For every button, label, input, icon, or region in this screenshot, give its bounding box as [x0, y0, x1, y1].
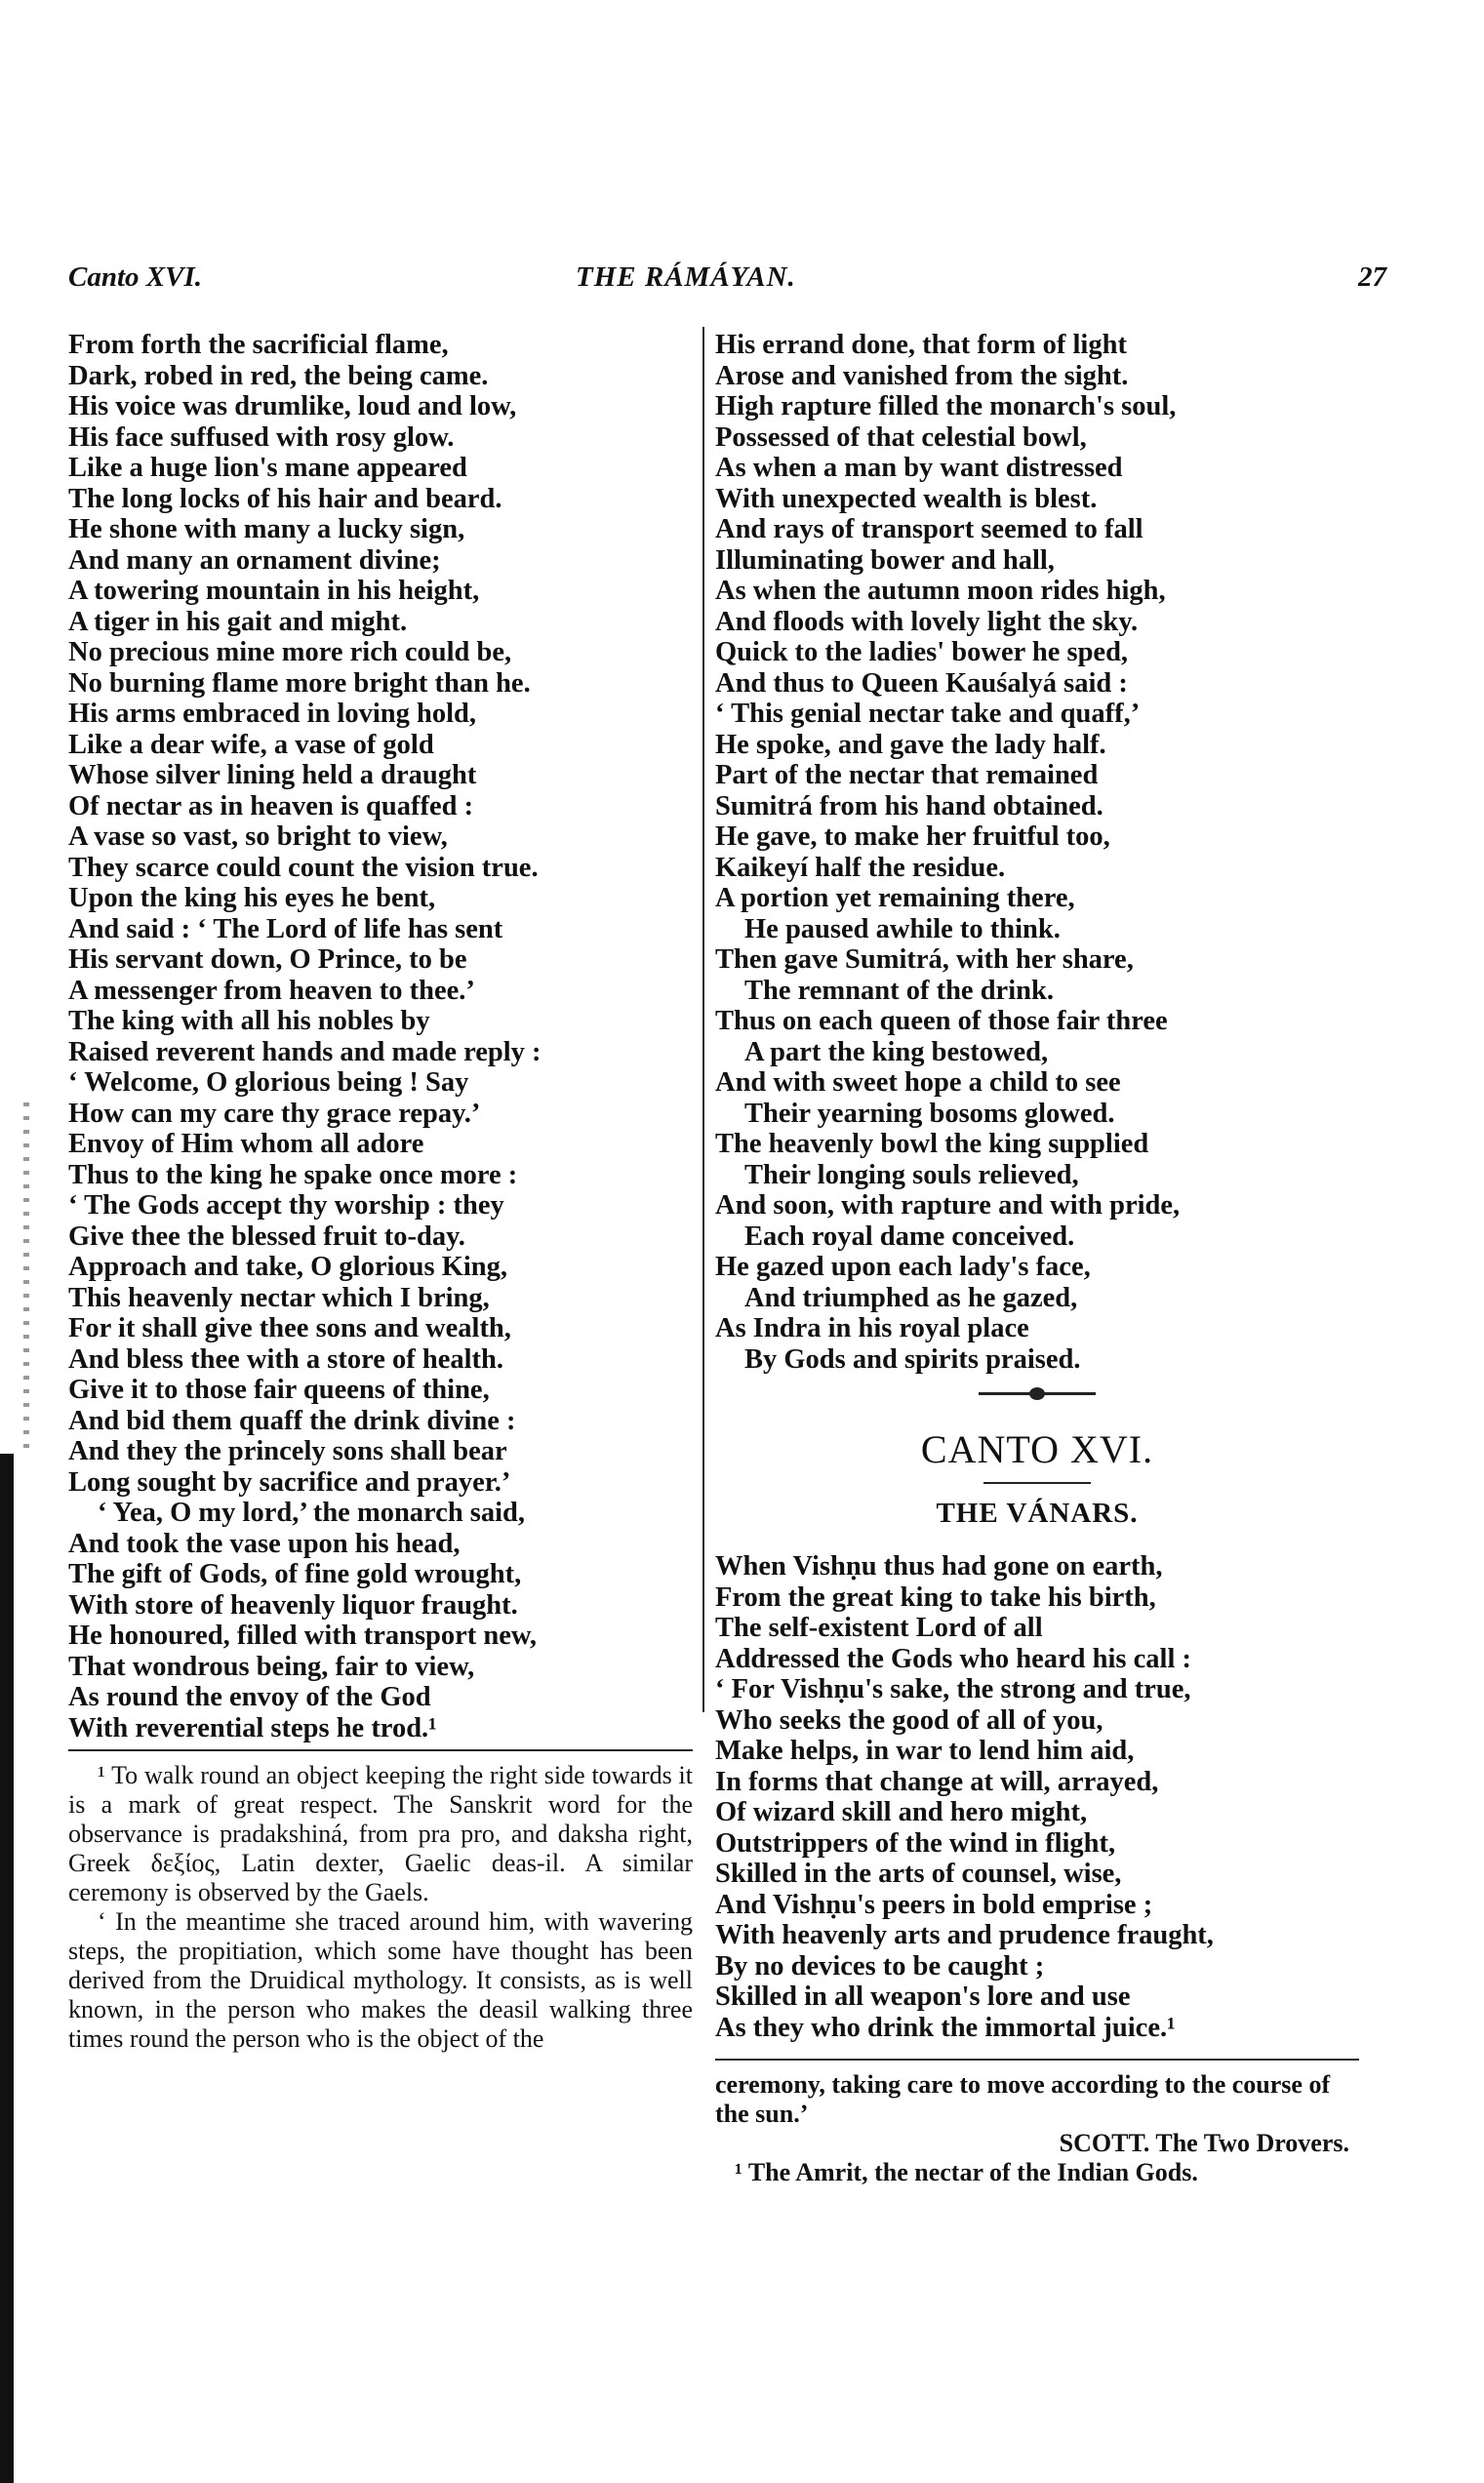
verse-line: And said : ‘ The Lord of life has sent: [68, 913, 503, 944]
verse-line: That wondrous being, fair to view,: [68, 1651, 475, 1682]
verse-line: They scarce could count the vision true.: [68, 852, 539, 883]
verse-line: Long sought by sacrifice and prayer.’: [68, 1466, 511, 1498]
left-column: [68, 330, 693, 2054]
verse-line: The self-existent Lord of all: [715, 1613, 1043, 1643]
verse-line: Approach and take, O glorious King,: [68, 1252, 508, 1282]
verse-line: A tiger in his gait and might.: [68, 606, 408, 637]
verse-line: A vase so vast, so bright to view,: [68, 821, 448, 852]
verse-line: Thus on each queen of those fair three: [715, 1006, 1168, 1036]
running-header: [68, 261, 1386, 300]
verse-line: Upon the king his eyes he bent,: [68, 883, 436, 913]
verse-line: And triumphed as he gazed,: [744, 1282, 1078, 1313]
footnote-paragraph: ¹ The Amrit, the nectar of the Indian Gods.: [735, 2158, 1198, 2186]
verse-line: His face suffused with rosy glow.: [68, 421, 455, 453]
verse-line: His servant down, O Prince, to be: [68, 944, 467, 975]
verse-line: He gazed upon each lady's face,: [715, 1252, 1091, 1282]
verse-line: Give thee the blessed fruit to-day.: [68, 1221, 465, 1252]
verse-line: And Vishṇu's peers in bold emprise ;: [715, 1889, 1153, 1920]
verse-line: No precious mine more rich could be,: [68, 637, 512, 667]
verse-line: Each royal dame conceived.: [744, 1221, 1075, 1252]
footnote-paragraph: ¹ To walk round an object keeping the right side towards it is a mark of great respect. The Sanskrit word for the observance is pradakshiná, from pra pro, and daksha right, Greek δεξίος, Latin dexter, Gaelic deas-il. A similar ceremony is observed by the Gaels.: [68, 1761, 693, 1906]
verse-line: From forth the sacrificial flame,: [68, 330, 449, 360]
verse-line: As when the autumn moon rides high,: [715, 576, 1166, 606]
title-rule: [983, 1482, 1091, 1484]
verse-line: His voice was drumlike, loud and low,: [68, 391, 517, 421]
footnote-signature: SCOTT. The Two Drovers.: [1059, 2129, 1349, 2157]
verse-line: Addressed the Gods who heard his call :: [715, 1643, 1191, 1674]
verse-line: He gave, to make her fruitful too,: [715, 821, 1110, 852]
verse-line: Then gave Sumitrá, with her share,: [715, 944, 1134, 975]
verse-line: As when a man by want distressed: [715, 453, 1123, 483]
verse-line: And with sweet hope a child to see: [715, 1067, 1121, 1098]
footnote-continuation: ceremony, taking care to move according to the course of the sun.’: [715, 2070, 1331, 2128]
page-number: 27: [1358, 261, 1386, 293]
header-canto: Canto XVI.: [68, 261, 202, 293]
footnote-paragraph: ‘ In the meantime she traced around him, with wavering steps, the propitiation, which some have thought has been derived from the Druidical mythology. It consists, as is well known, in the person who makes the deasil walking three times round the person who is the object of the: [68, 1907, 693, 2053]
ornament-divider: [979, 1392, 1096, 1395]
footnote-rule: [715, 2059, 1359, 2061]
verse-line: ‘ Yea, O my lord,’ the monarch said,: [98, 1498, 526, 1528]
column-divider: [702, 327, 704, 1712]
verse-line: He spoke, and gave the lady half.: [715, 729, 1106, 760]
verse-line: Skilled in the arts of counsel, wise,: [715, 1859, 1122, 1889]
verse-line: And floods with lovely light the sky.: [715, 606, 1139, 637]
verse-line: Outstrippers of the wind in flight,: [715, 1827, 1116, 1859]
verse-line: Like a dear wife, a vase of gold: [68, 729, 434, 760]
verse-line: Sumitrá from his hand obtained.: [715, 790, 1103, 821]
verse-line: This heavenly nectar which I bring,: [68, 1282, 490, 1313]
right-footnote: [715, 2070, 1359, 2187]
verse-line: The king with all his nobles by: [68, 1006, 430, 1036]
left-footnote: [68, 1761, 693, 2054]
verse-line: Like a huge lion's mane appeared: [68, 453, 467, 483]
verse-line: And many an ornament divine;: [68, 544, 441, 576]
verse-line: He shone with many a lucky sign,: [68, 514, 465, 544]
verse-line: As round the envoy of the God: [68, 1682, 431, 1712]
verse-line: And thus to Queen Kauśalyá said :: [715, 667, 1128, 699]
verse-line: ‘ This genial nectar take and quaff,’: [715, 699, 1141, 729]
verse-line: In forms that change at will, arrayed,: [715, 1766, 1159, 1797]
verse-line: Thus to the king he spake once more :: [68, 1159, 518, 1190]
verse-line: His errand done, that form of light: [715, 330, 1127, 360]
verse-line: ‘ The Gods accept thy worship : they: [68, 1190, 504, 1221]
right-column: [715, 330, 1359, 2187]
right-verse-bottom: [715, 1551, 1359, 2043]
verse-line: Raised reverent hands and made reply :: [68, 1036, 541, 1067]
verse-line: Make helps, in war to lend him aid,: [715, 1736, 1135, 1766]
canto-subtitle: THE VÁNARS.: [936, 1498, 1139, 1529]
verse-line: The long locks of his hair and beard.: [68, 483, 502, 514]
verse-line: How can my care thy grace repay.’: [68, 1098, 481, 1129]
verse-line: Skilled in all weapon's lore and use: [715, 1982, 1131, 2012]
verse-line: He paused awhile to think.: [744, 913, 1061, 944]
verse-line: Their longing souls relieved,: [744, 1159, 1079, 1190]
verse-line: And took the vase upon his head,: [68, 1528, 461, 1559]
verse-line: Give it to those fair queens of thine,: [68, 1375, 490, 1405]
verse-line: And bless thee with a store of health.: [68, 1343, 503, 1375]
verse-line: Possessed of that celestial bowl,: [715, 421, 1087, 453]
left-verse: [68, 330, 693, 1743]
verse-line: Their yearning bosoms glowed.: [744, 1098, 1115, 1129]
canto-title: CANTO XVI.: [920, 1427, 1154, 1471]
verse-line: High rapture filled the monarch's soul,: [715, 391, 1177, 421]
verse-line: With reverential steps he trod.¹: [68, 1712, 437, 1743]
verse-line: A messenger from heaven to thee.’: [68, 975, 475, 1006]
verse-line: Part of the nectar that remained: [715, 760, 1099, 790]
verse-line: A part the king bestowed,: [744, 1036, 1049, 1067]
verse-line: He honoured, filled with transport new,: [68, 1621, 538, 1651]
verse-line: No burning flame more bright than he.: [68, 667, 531, 699]
verse-line: Of nectar as in heaven is quaffed :: [68, 790, 474, 821]
verse-line: A portion yet remaining there,: [715, 883, 1075, 913]
verse-line: ‘ For Vishṇu's sake, the strong and true,: [715, 1674, 1191, 1704]
verse-line: Dark, robed in red, the being came.: [68, 360, 489, 391]
verse-line: The heavenly bowl the king supplied: [715, 1129, 1149, 1159]
verse-line: By Gods and spirits praised.: [744, 1343, 1081, 1375]
verse-line: When Vishṇu thus had gone on earth,: [715, 1551, 1163, 1582]
right-verse-top: [715, 330, 1359, 1375]
verse-line: And soon, with rapture and with pride,: [715, 1190, 1181, 1221]
verse-line: As they who drink the immortal juice.¹: [715, 2012, 1176, 2043]
verse-line: Quick to the ladies' bower he sped,: [715, 637, 1129, 667]
scan-edge-marks: [23, 1102, 29, 1454]
verse-line: Envoy of Him whom all adore: [68, 1129, 424, 1159]
verse-line: Arose and vanished from the sight.: [715, 360, 1129, 391]
header-title: THE RÁMÁYAN.: [576, 261, 796, 293]
verse-line: And bid them quaff the drink divine :: [68, 1405, 516, 1436]
verse-line: The gift of Gods, of fine gold wrought,: [68, 1559, 522, 1589]
verse-line: Of wizard skill and hero might,: [715, 1797, 1088, 1827]
verse-line: With heavenly arts and prudence fraught,: [715, 1920, 1214, 1950]
verse-line: With store of heavenly liquor fraught.: [68, 1589, 518, 1621]
verse-line: His arms embraced in loving hold,: [68, 699, 477, 729]
scan-edge-strip: [0, 1454, 14, 2483]
verse-line: By no devices to be caught ;: [715, 1950, 1045, 1982]
verse-line: ‘ Welcome, O glorious being ! Say: [68, 1067, 469, 1098]
verse-line: A towering mountain in his height,: [68, 576, 480, 606]
verse-line: As Indra in his royal place: [715, 1313, 1029, 1343]
verse-line: And they the princely sons shall bear: [68, 1436, 507, 1466]
verse-line: For it shall give thee sons and wealth,: [68, 1313, 511, 1343]
verse-line: Who seeks the good of all of you,: [715, 1704, 1103, 1736]
verse-line: Whose silver lining held a draught: [68, 760, 477, 790]
verse-line: And rays of transport seemed to fall: [715, 514, 1143, 544]
verse-line: Kaikeyí half the residue.: [715, 852, 1006, 883]
verse-line: From the great king to take his birth,: [715, 1582, 1156, 1613]
verse-line: With unexpected wealth is blest.: [715, 483, 1098, 514]
footnote-rule: [68, 1749, 693, 1751]
verse-line: The remnant of the drink.: [744, 975, 1054, 1006]
verse-line: Illuminating bower and hall,: [715, 544, 1055, 576]
